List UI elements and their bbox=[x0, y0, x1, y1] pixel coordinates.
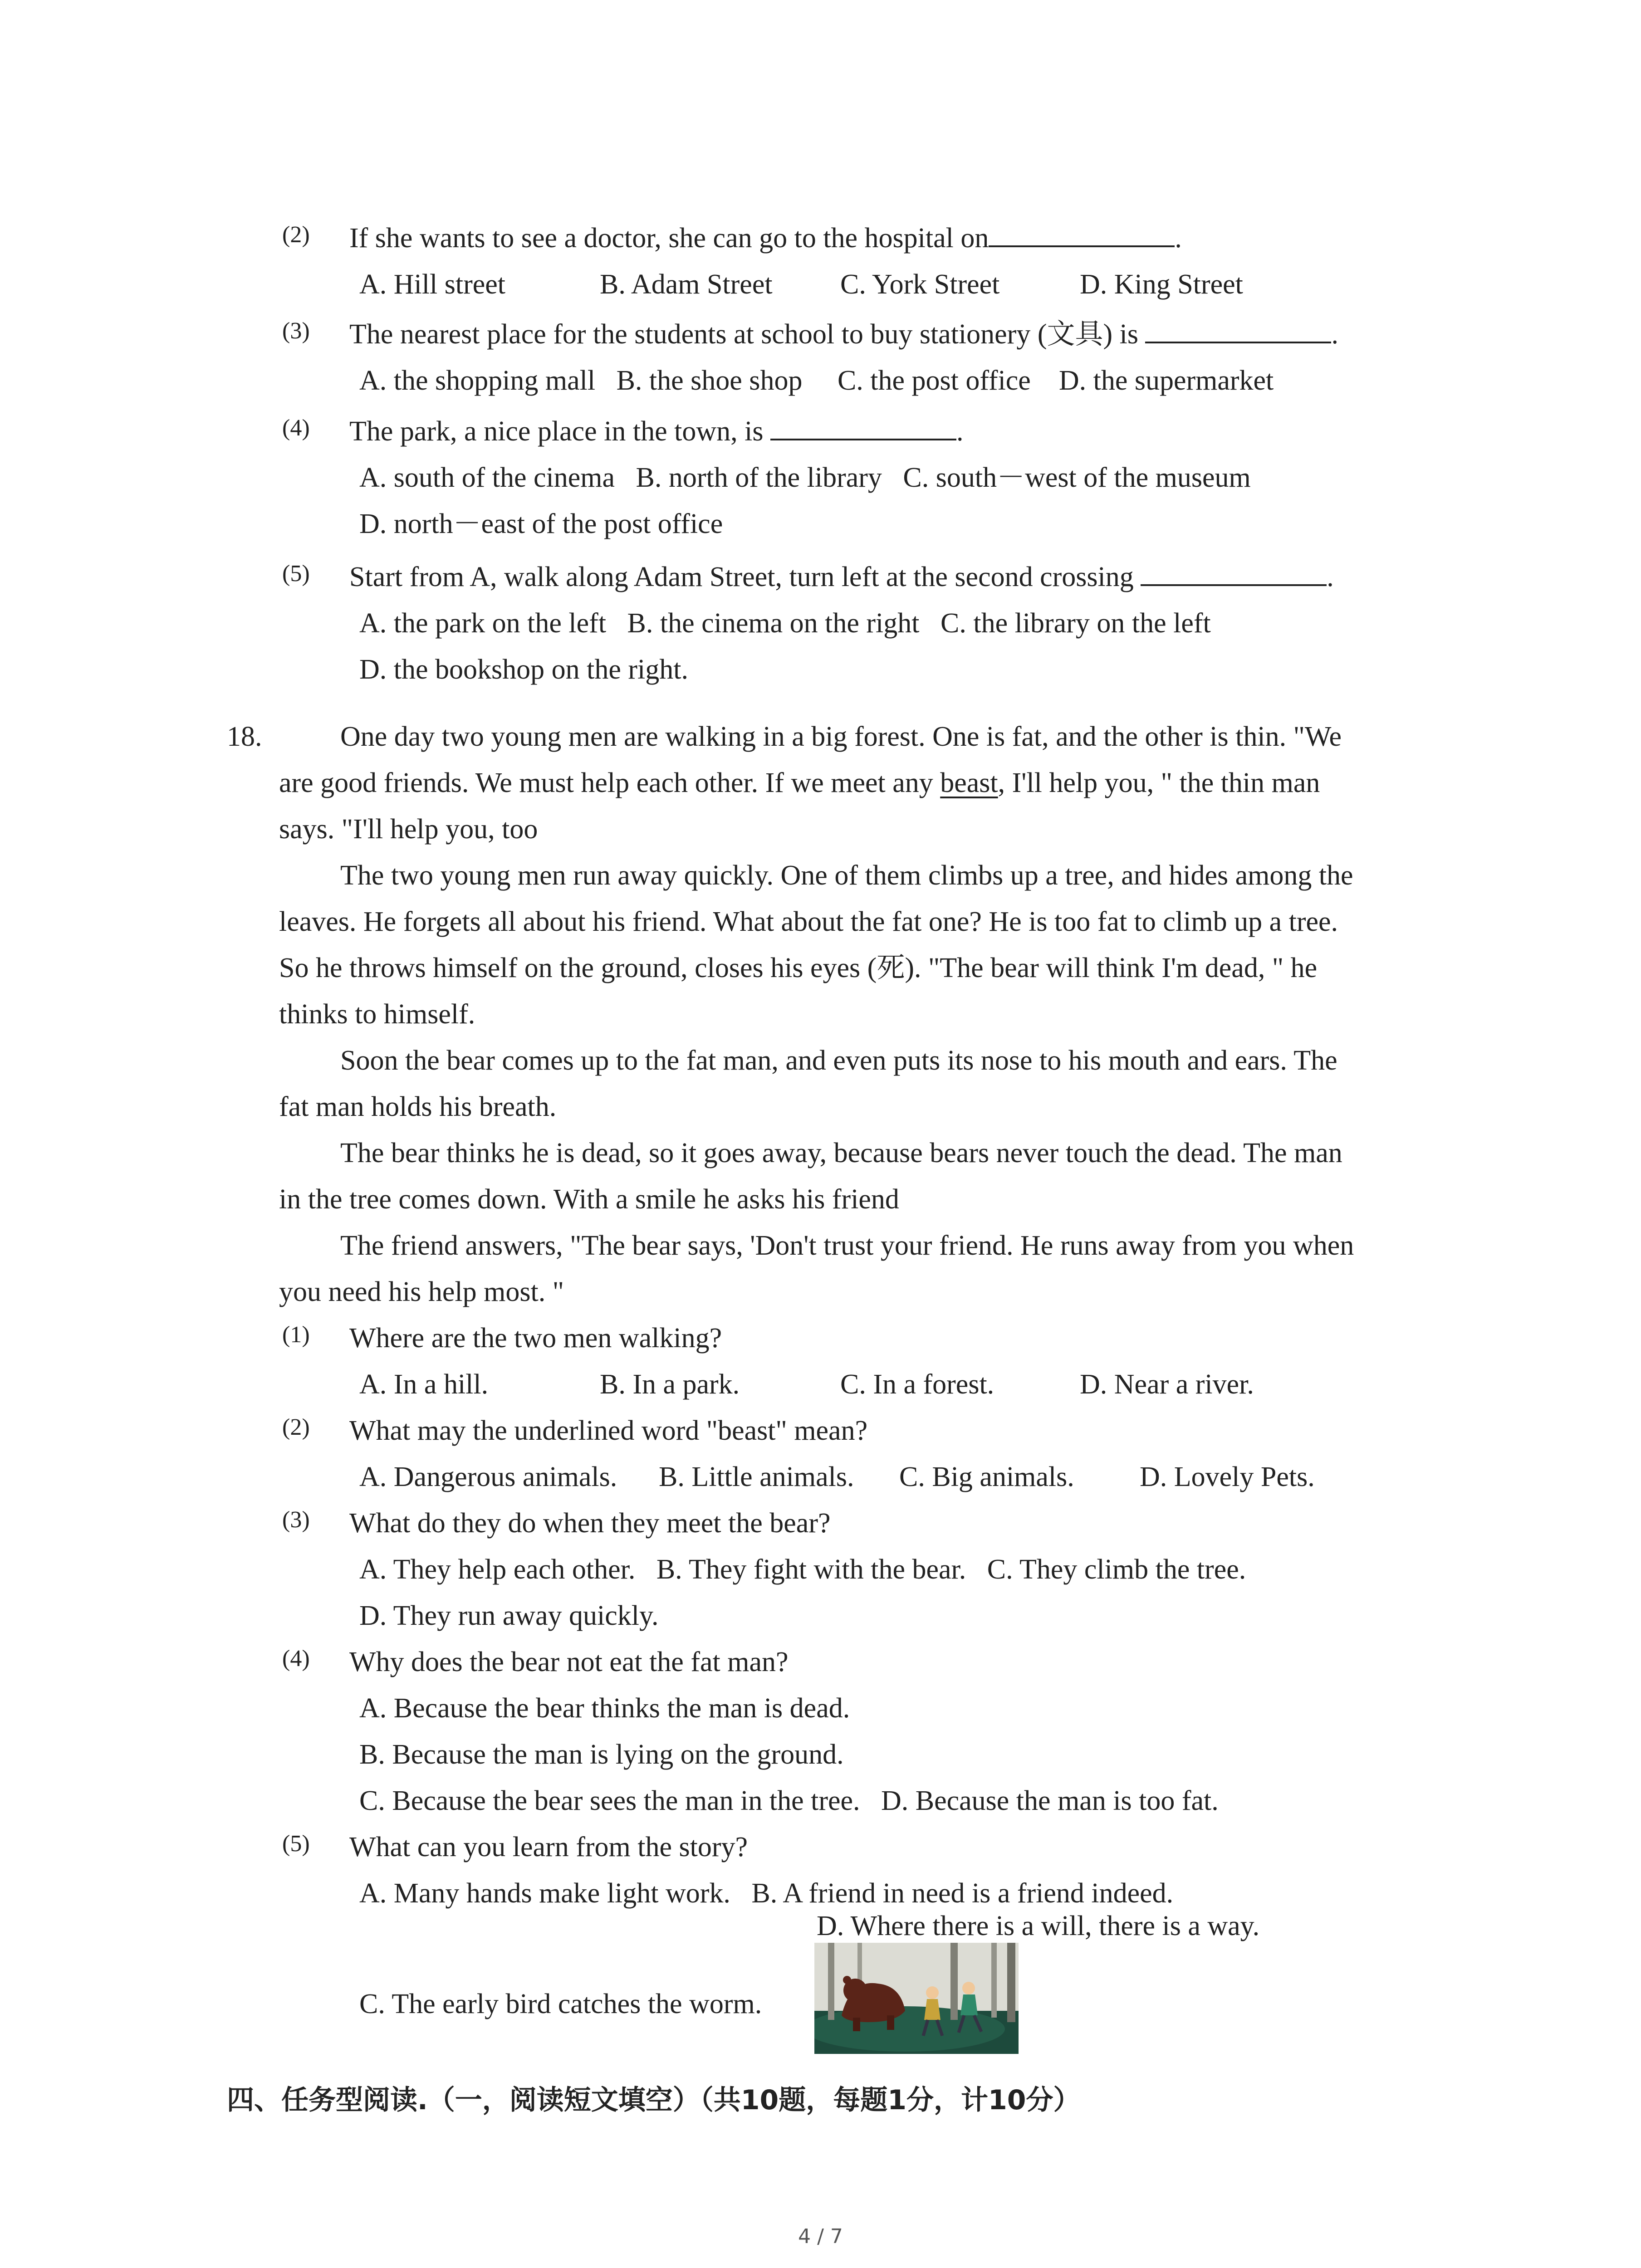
passage-line: leaves. He forgets all about his friend. What about the fat one? He is too fat to climb up a tree. bbox=[279, 906, 1338, 937]
q17-3-options[interactable]: A. the shopping mall B. the shoe shop C. the post office D. the supermarket bbox=[359, 365, 1274, 396]
section-heading: 四、任务型阅读.（一，阅读短文填空）（共10题，每题1分，计10分） bbox=[227, 2084, 1081, 2116]
q18-2-stem: What may the underlined word "beast" mean? bbox=[349, 1415, 868, 1446]
q17-5-options-line2[interactable]: D. the bookshop on the right. bbox=[359, 654, 688, 685]
passage-line: fat man holds his breath. bbox=[279, 1091, 557, 1122]
q18-4-number: (4) bbox=[282, 1646, 310, 1672]
q18-2-option-a[interactable]: A. Dangerous animals. bbox=[359, 1461, 617, 1492]
passage-line: thinks to himself. bbox=[279, 999, 475, 1030]
q18-5-options-a-b[interactable]: A. Many hands make light work. B. A friend in need is a friend indeed. bbox=[359, 1878, 1174, 1909]
q17-4-stem: The park, a nice place in the town, is . bbox=[349, 413, 963, 450]
q18-1-option-d[interactable]: D. Near a river. bbox=[1080, 1369, 1254, 1400]
q17-5-stem: Start from A, walk along Adam Street, turn left at the second crossing . bbox=[349, 559, 1334, 595]
q18-2-option-c[interactable]: C. Big animals. bbox=[899, 1461, 1074, 1492]
answer-blank[interactable] bbox=[1141, 559, 1327, 586]
q18-1-option-a[interactable]: A. In a hill. bbox=[359, 1369, 489, 1400]
q18-1-stem: Where are the two men walking? bbox=[349, 1323, 722, 1354]
passage-line: in the tree comes down. With a smile he asks his friend bbox=[279, 1184, 899, 1215]
q18-5-option-c[interactable]: C. The early bird catches the worm. bbox=[359, 1989, 762, 2019]
q18-2-number: (2) bbox=[282, 1414, 310, 1440]
q18-5-stem: What can you learn from the story? bbox=[349, 1832, 748, 1862]
q17-3-number: (3) bbox=[282, 318, 310, 344]
passage-line: you need his help most. " bbox=[279, 1276, 564, 1307]
q17-4-number: (4) bbox=[282, 415, 310, 441]
answer-blank[interactable] bbox=[770, 413, 956, 440]
q17-2-number: (2) bbox=[282, 222, 310, 248]
q17-5-options-line1[interactable]: A. the park on the left B. the cinema on the right C. the library on the left bbox=[359, 608, 1211, 639]
q18-3-number: (3) bbox=[282, 1507, 310, 1533]
q18-4-option-a[interactable]: A. Because the bear thinks the man is dead. bbox=[359, 1693, 850, 1724]
passage-line: The friend answers, "The bear says, 'Don't trust your friend. He runs away from you when bbox=[340, 1230, 1354, 1261]
q18-4-options-c-d[interactable]: C. Because the bear sees the man in the tree. D. Because the man is too fat. bbox=[359, 1785, 1219, 1816]
q18-4-stem: Why does the bear not eat the fat man? bbox=[349, 1647, 789, 1677]
q17-2-option-b[interactable]: B. Adam Street bbox=[600, 269, 773, 300]
answer-blank[interactable] bbox=[989, 220, 1175, 247]
q17-2-option-d[interactable]: D. King Street bbox=[1080, 269, 1243, 300]
q18-5-option-d[interactable]: D. Where there is a will, there is a way. bbox=[817, 1911, 1260, 1941]
q18-4-option-b[interactable]: B. Because the man is lying on the ground. bbox=[359, 1739, 844, 1770]
passage-line: So he throws himself on the ground, closes his eyes (死). "The bear will think I'm dead, " he bbox=[279, 953, 1318, 983]
q17-2-option-a[interactable]: A. Hill street bbox=[359, 269, 505, 300]
q17-2-stem: If she wants to see a doctor, she can go to the hospital on . bbox=[349, 220, 1182, 256]
q18-5-number: (5) bbox=[282, 1831, 310, 1857]
passage-line: The bear thinks he is dead, so it goes away, because bears never touch the dead. The man bbox=[340, 1138, 1342, 1168]
q18-2-option-d[interactable]: D. Lovely Pets. bbox=[1140, 1461, 1315, 1492]
q18-1-option-b[interactable]: B. In a park. bbox=[600, 1369, 740, 1400]
q18-1-option-c[interactable]: C. In a forest. bbox=[840, 1369, 994, 1400]
q18-number: 18. bbox=[227, 721, 262, 752]
q18-3-options-line2[interactable]: D. They run away quickly. bbox=[359, 1600, 659, 1631]
q17-5-number: (5) bbox=[282, 561, 310, 587]
passage-line: says. "I'll help you, too bbox=[279, 814, 538, 845]
page-number: 4 / 7 bbox=[798, 2225, 843, 2248]
q18-3-options-line1[interactable]: A. They help each other. B. They fight with the bear. C. They climb the tree. bbox=[359, 1554, 1246, 1585]
q18-3-stem: What do they do when they meet the bear? bbox=[349, 1508, 831, 1539]
passage-line: The two young men run away quickly. One of them climbs up a tree, and hides among the bbox=[340, 860, 1353, 891]
q17-4-options-line2[interactable]: D. north－east of the post office bbox=[359, 508, 723, 539]
passage-line: Soon the bear comes up to the fat man, and even puts its nose to his mouth and ears. The bbox=[340, 1045, 1337, 1076]
passage-line: are good friends. We must help each other. If we meet any beast, I'll help you, " the thin man bbox=[279, 767, 1320, 798]
q17-3-stem: The nearest place for the students at school to buy stationery (文具) is . bbox=[349, 316, 1338, 352]
passage-line: One day two young men are walking in a big forest. One is fat, and the other is thin. "We bbox=[340, 721, 1342, 752]
q17-4-options-line1[interactable]: A. south of the cinema B. north of the library C. south－west of the museum bbox=[359, 462, 1251, 493]
underlined-word-beast: beast bbox=[940, 767, 998, 798]
answer-blank[interactable] bbox=[1145, 316, 1331, 343]
q17-2-option-c[interactable]: C. York Street bbox=[840, 269, 1000, 300]
bear-forest-illustration bbox=[814, 1943, 1019, 2054]
q18-2-option-b[interactable]: B. Little animals. bbox=[659, 1461, 854, 1492]
q18-1-number: (1) bbox=[282, 1322, 310, 1348]
